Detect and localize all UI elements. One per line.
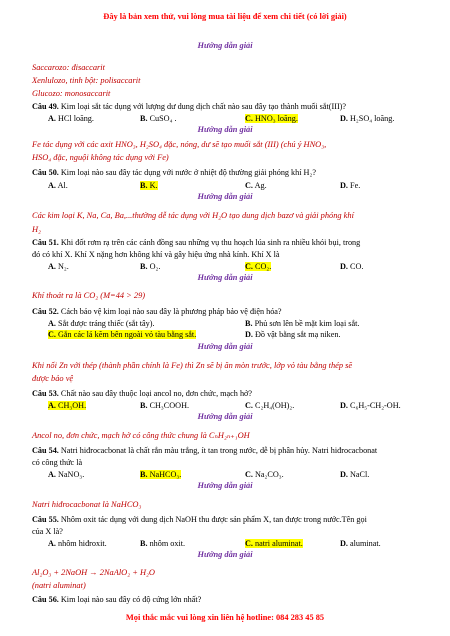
question-text: Natri hiđrocacbonat là chất rắn màu trắng, ít tan trong nước, dễ bị phân hủy. Natri hiđrocacbonat <box>60 446 378 455</box>
solution-line: Khi nối Zn với thép (thành phần chính là Fe) thì Zn sẽ bị ăn mòn trước, lớp vỏ tàu bằng thép sẽ <box>32 361 353 370</box>
option-d[interactable]: D. H₂SO₄ loãng. <box>340 114 395 123</box>
option-d[interactable]: D. Đồ vật bằng sắt mạ niken. <box>245 330 341 339</box>
option-c[interactable]: C. C₂H₄(OH)₂. <box>245 401 295 410</box>
solution-line: Fe tác dụng với các axit HNO₃, H₂SO₄ đặc, nóng, dư sẽ tạo muối sắt (III) (chú ý HNO₃, <box>32 140 327 149</box>
question-number: Câu 51. <box>32 238 59 247</box>
question-56 <box>32 594 201 606</box>
question-text: Cách bảo vệ kim loại nào sau đây là phương pháp bảo vệ điện hóa? <box>60 307 282 316</box>
solution-line: Xenlulozo, tinh bột: polisaccarit <box>32 76 141 85</box>
question-52 <box>32 306 282 318</box>
preview-banner: Đây là bản xem thử, vui lòng mua tài liệu để xem chi tiết (có lời giải) <box>103 12 347 21</box>
solution-line: Khí thoát ra là CO₂ (M=44 > 29) <box>32 291 146 300</box>
option-d[interactable]: D. NaCl. <box>340 470 370 479</box>
question-text-cont: có công thức là <box>32 458 83 467</box>
question-text: Kim loại sắt tác dụng với lượng dư dung dịch chất nào sau đây tạo thành muối sắt(III)? <box>60 102 347 111</box>
question-number: Câu 50. <box>32 168 59 177</box>
option-b-correct[interactable]: B. NaHCO₃. <box>140 470 182 479</box>
question-number: Câu 49. <box>32 102 59 111</box>
question-number: Câu 54. <box>32 446 59 455</box>
question-text-cont: đó có khí X. Khí X nặng hơn không khí và gây hiệu ứng nhà kính. Khí X là <box>32 250 280 259</box>
question-text: Chất nào sau đây thuộc loại ancol no, đơn chức, mạch hở? <box>60 389 253 398</box>
question-number: Câu 55. <box>32 515 59 524</box>
option-d[interactable]: D. C₆H₅-CH₂-OH. <box>340 401 401 410</box>
solution-heading: Hướng dẫn giải <box>197 342 253 351</box>
solution-heading: Hướng dẫn giải <box>197 125 253 134</box>
solution-line: HSO₄ đặc, nguội không tác dụng với Fe) <box>32 153 169 162</box>
option-a[interactable]: A. NaNO₃. <box>48 470 85 479</box>
option-b-correct[interactable]: B. K. <box>140 181 158 190</box>
option-a[interactable]: A. N₂. <box>48 262 69 271</box>
solution-line: Al₂O₃ + 2NaOH → 2NaAlO₂ + H₂O <box>32 568 155 577</box>
option-c[interactable]: C. Na₂CO₃. <box>245 470 284 479</box>
option-b[interactable]: B. O₂. <box>140 262 161 271</box>
solution-heading: Hướng dẫn giải <box>197 412 253 421</box>
question-number: Câu 56. <box>32 595 59 604</box>
option-c[interactable]: C. Ag. <box>245 181 267 190</box>
question-number: Câu 52. <box>32 307 59 316</box>
question-53 <box>32 388 252 400</box>
option-d[interactable]: D. Fe. <box>340 181 361 190</box>
question-51 <box>32 237 360 249</box>
option-b[interactable]: B. CuSO₄ . <box>140 114 177 123</box>
option-b[interactable]: B. Phủ sơn lên bề mặt kim loại sắt. <box>245 319 360 328</box>
question-number: Câu 53. <box>32 389 59 398</box>
solution-heading: Hướng dẫn giải <box>197 550 253 559</box>
solution-line: (natri aluminat) <box>32 581 86 590</box>
solution-heading: Hướng dẫn giải <box>197 41 253 50</box>
option-c-correct[interactable]: C. Gắn các lá kẽm bên ngoài vỏ tàu bằng sắt. <box>48 330 197 339</box>
option-c-correct[interactable]: C. CO₂. <box>245 262 272 271</box>
solution-line: Ancol no, đơn chức, mạch hở có công thức chung là CₙH₂ₙ₊₁OH <box>32 431 250 440</box>
question-54 <box>32 445 377 457</box>
option-b[interactable]: B. nhôm oxit. <box>140 539 186 548</box>
option-a[interactable]: A. Sắt được tráng thiếc (sắt tây). <box>48 319 155 328</box>
option-a[interactable]: A. nhôm hiđroxit. <box>48 539 107 548</box>
option-a-correct[interactable]: A. CH₃OH. <box>48 401 87 410</box>
question-text: Khi đốt rơm rạ trên các cánh đồng sau những vụ thu hoạch lúa sinh ra nhiều khói bụi, trong <box>60 238 361 247</box>
solution-line: H₂ <box>32 225 41 234</box>
option-a[interactable]: A. Al. <box>48 181 68 190</box>
option-c-correct[interactable]: C. HNO₃ loãng. <box>245 114 298 123</box>
option-d[interactable]: D. CO. <box>340 262 364 271</box>
solution-line: Glucozo: monosaccarit <box>32 89 111 98</box>
solution-heading: Hướng dẫn giải <box>197 273 253 282</box>
solution-line: Natri hiđrocacbonat là NaHCO₃ <box>32 500 142 509</box>
question-49 <box>32 101 346 113</box>
question-text: Kim loại nào sau đây tác dụng với nước ở nhiệt độ thường giải phóng khí H₂? <box>60 168 316 177</box>
solution-heading: Hướng dẫn giải <box>197 481 253 490</box>
question-text: Nhôm oxit tác dụng với dung dịch NaOH thu được sản phẩm X, tan được trong nước.Tên gọi <box>60 515 367 524</box>
option-a[interactable]: A. HCl loãng. <box>48 114 94 123</box>
option-c-correct[interactable]: C. natri aluminat. <box>245 539 303 548</box>
question-50 <box>32 167 316 179</box>
solution-line: Các kim loại K, Na, Ca, Ba,...thường dễ tác dụng với H₂O tạo dung dịch bazơ và giải phóng khí <box>32 211 354 220</box>
option-d[interactable]: D. aluminat. <box>340 539 381 548</box>
solution-line: được bảo vệ <box>32 374 74 383</box>
solution-heading: Hướng dẫn giải <box>197 192 253 201</box>
solution-line: Saccarozo: đisaccarit <box>32 63 105 72</box>
question-text: Kim loại nào sau đây có độ cứng lớn nhất? <box>60 595 202 604</box>
question-55 <box>32 514 367 526</box>
question-text-cont: của X là? <box>32 527 63 536</box>
option-b[interactable]: B. CH₃COOH. <box>140 401 190 410</box>
hotline-footer: Mọi thắc mắc vui lòng xin liên hệ hotline: 084 283 45 85 <box>125 613 325 622</box>
